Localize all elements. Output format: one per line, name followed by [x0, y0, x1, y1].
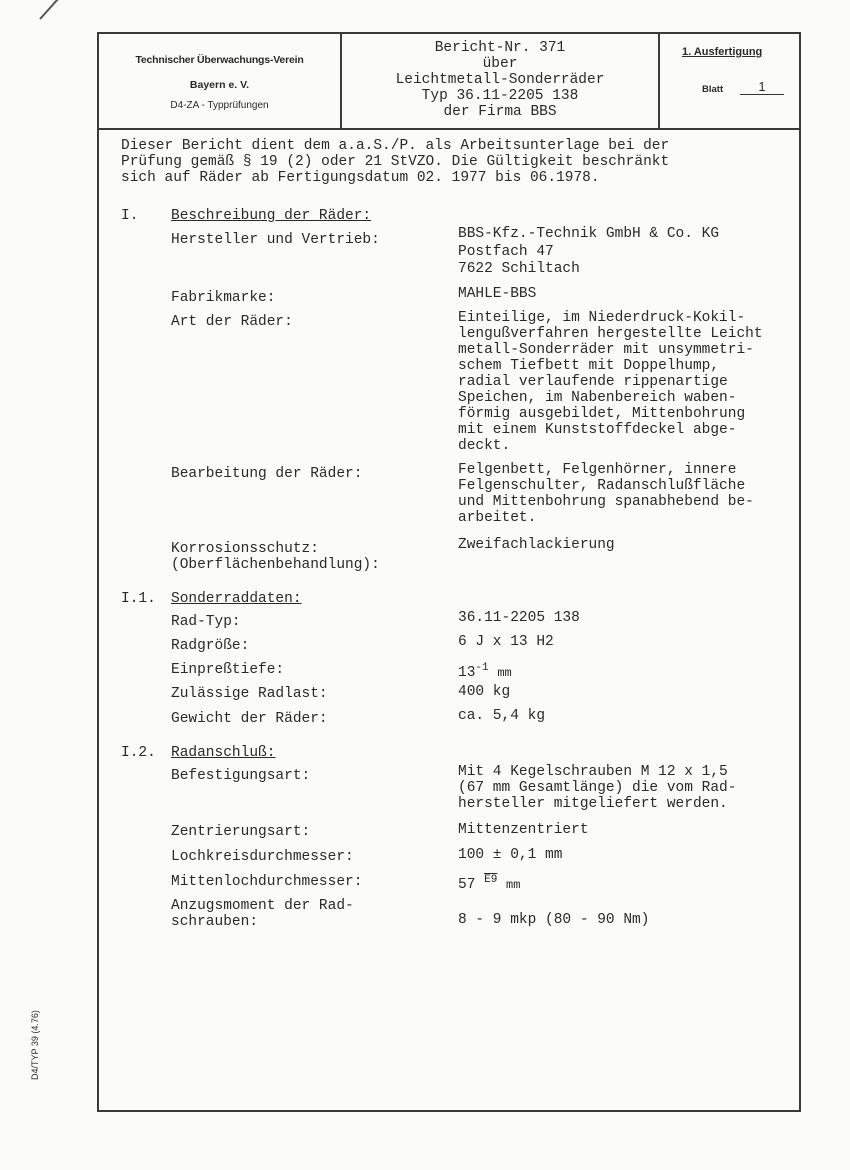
mittenloch-value: 57: [458, 876, 476, 893]
form-code: D4/TYP 39 (4.76): [30, 1010, 40, 1080]
intro-line: Prüfung gemäß § 19 (2) oder 21 StVZO. Die Gültigkeit beschränkt: [121, 154, 670, 170]
report-line-ueber: über: [482, 56, 518, 72]
field-value: radial verlaufende rippenartige: [458, 374, 728, 390]
field-value: Mittenzentriert: [458, 822, 589, 838]
field-value: Mit 4 Kegelschrauben M 12 x 1,5: [458, 764, 728, 780]
blatt-value: 1: [740, 79, 784, 95]
field-label: schrauben:: [171, 914, 259, 930]
intro-line: Dieser Bericht dient dem a.a.S./P. als Arbeitsunterlage bei der: [121, 138, 670, 154]
field-value: [458, 660, 512, 681]
field-value: deckt.: [458, 438, 511, 454]
section-title: Beschreibung der Räder:: [171, 208, 372, 224]
report-subject: Leichtmetall-Sonderräder: [395, 72, 605, 88]
field-value: und Mittenbohrung spanabhebend be-: [458, 494, 754, 510]
field-label: Gewicht der Räder:: [171, 711, 328, 727]
field-label: Art der Räder:: [171, 314, 293, 330]
field-value: lengußverfahren hergestellte Leicht: [458, 326, 763, 342]
field-label: Mittenlochdurchmesser:: [171, 874, 363, 890]
field-label: Fabrikmarke:: [171, 290, 276, 306]
field-value: (67 mm Gesamtlänge) die vom Rad-: [458, 780, 737, 796]
report-title-cell: [342, 34, 660, 128]
section-number: I.: [121, 208, 139, 224]
org-region: Bayern e. V.: [189, 79, 250, 91]
field-value: schem Tiefbett mit Doppelhump,: [458, 358, 720, 374]
copy-sheet-cell: [660, 34, 801, 128]
section-number: I.2.: [121, 745, 156, 761]
einpresstiefe-unit: mm: [497, 665, 512, 680]
document-frame: [97, 32, 801, 1112]
einpresstiefe-value: 13: [458, 664, 476, 681]
field-label: Hersteller und Vertrieb:: [171, 232, 380, 248]
intro-line: sich auf Räder ab Fertigungsdatum 02. 1977 bis 06.1978.: [121, 170, 600, 186]
field-value: 100 ± 0,1 mm: [458, 847, 563, 863]
field-value: 36.11-2205 138: [458, 610, 580, 626]
field-label: Einpreßtiefe:: [171, 662, 285, 678]
field-value: ca. 5,4 kg: [458, 708, 546, 724]
field-label: Korrosionsschutz:: [171, 541, 319, 557]
field-value: Felgenbett, Felgenhörner, innere: [458, 462, 737, 478]
field-label: Radgröße:: [171, 638, 250, 654]
field-value: Zweifachlackierung: [458, 537, 615, 553]
field-label: Zulässige Radlast:: [171, 686, 328, 702]
org-department: D4-ZA - Typprüfungen: [170, 100, 269, 111]
field-label: Befestigungsart:: [171, 768, 311, 784]
field-value: Felgenschulter, Radanschlußfläche: [458, 478, 746, 494]
section-title: Sonderraddaten:: [171, 591, 302, 607]
einpresstiefe-tolerance: -1: [475, 662, 489, 674]
field-label: (Oberflächenbehandlung):: [171, 557, 380, 573]
field-value: Einteilige, im Niederdruck-Kokil-: [458, 310, 746, 326]
field-value: mit einem Kunststoffdeckel abge-: [458, 422, 737, 438]
field-value: hersteller mitgeliefert werden.: [458, 796, 728, 812]
field-value: 8 - 9 mkp (80 - 90 Nm): [458, 912, 650, 928]
org-name: Technischer Überwachungs-Verein: [135, 54, 304, 66]
field-value: 6 J x 13 H2: [458, 634, 554, 650]
field-value: metall-Sonderräder mit unsymmetri-: [458, 342, 754, 358]
mittenloch-tolerance: E9: [484, 874, 498, 886]
field-value: 7622 Schiltach: [458, 261, 580, 277]
organization-cell: [99, 34, 342, 128]
ausfertigung-label: 1. Ausfertigung: [682, 46, 763, 58]
section-number: I.1.: [121, 591, 156, 607]
report-company: der Firma BBS: [443, 104, 557, 120]
field-value: Speichen, im Nabenbereich waben-: [458, 390, 737, 406]
field-label: Lochkreisdurchmesser:: [171, 849, 354, 865]
field-label: Zentrierungsart:: [171, 824, 311, 840]
document-header: [99, 34, 799, 130]
report-number: Bericht-Nr. 371: [434, 40, 566, 56]
field-value: [458, 872, 520, 893]
field-value: arbeitet.: [458, 510, 537, 526]
field-value: MAHLE-BBS: [458, 286, 537, 302]
blatt-label: Blatt: [702, 84, 724, 95]
pen-stroke: [39, 0, 71, 20]
field-value: förmig ausgebildet, Mittenbohrung: [458, 406, 746, 422]
section-title: Radanschluß:: [171, 745, 276, 761]
field-label: Bearbeitung der Räder:: [171, 466, 363, 482]
mittenloch-unit: mm: [506, 877, 521, 892]
field-label: Rad-Typ:: [171, 614, 241, 630]
field-value: BBS-Kfz.-Technik GmbH & Co. KG: [458, 226, 720, 242]
report-type: Typ 36.11-2205 138: [421, 88, 579, 104]
field-value: 400 kg: [458, 684, 511, 700]
field-label: Anzugsmoment der Rad-: [171, 898, 354, 914]
field-value: Postfach 47: [458, 244, 554, 260]
